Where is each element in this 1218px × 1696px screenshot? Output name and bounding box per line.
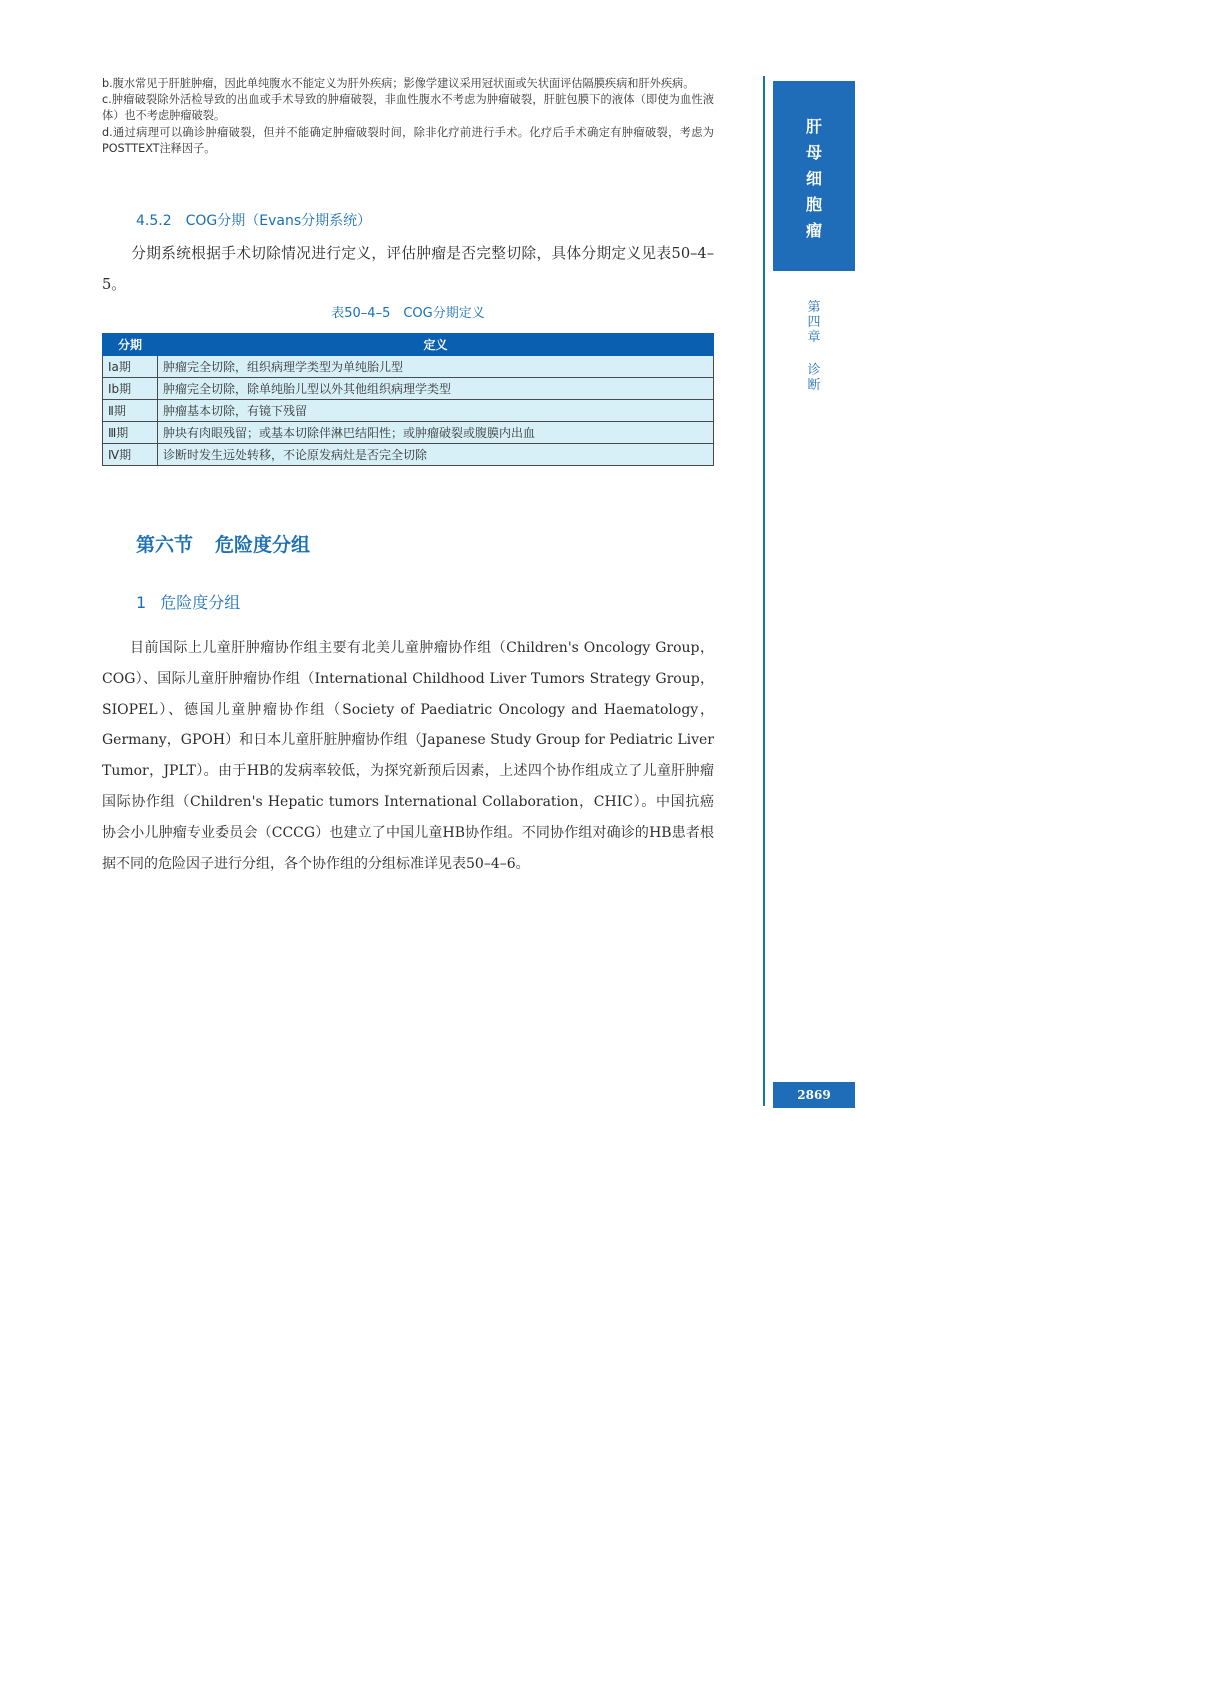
side-tab-char: 肝 xyxy=(805,117,822,136)
footnote-c: c.肿瘤破裂除外活检导致的出血或手术导致的肿瘤破裂，非血性腹水不考虑为肿瘤破裂，肝脏包膜下的液体（即使为血性液体）也不考虑肿瘤破裂。 xyxy=(102,93,714,123)
section-number: 第六节 xyxy=(136,534,194,556)
chapter-char: 诊 xyxy=(807,363,821,378)
side-tab-char: 母 xyxy=(805,143,822,162)
cog-staging-table xyxy=(102,333,714,466)
definition-cell: 肿瘤完全切除，除单纯胎儿型以外其他组织病理学类型 xyxy=(158,378,714,400)
side-tab-char: 细 xyxy=(805,169,822,188)
table-header-row xyxy=(103,334,714,356)
definition-cell: 肿块有肉眼残留；或基本切除伴淋巴结阳性；或肿瘤破裂或腹膜内出血 xyxy=(158,422,714,444)
definition-cell: 肿瘤基本切除，有镜下残留 xyxy=(158,400,714,422)
subsection-title xyxy=(136,590,254,613)
section-title xyxy=(136,530,332,557)
table-row xyxy=(103,356,714,378)
table-caption: 表50–4–5 COG分期定义 xyxy=(331,306,485,321)
page-number: 2869 xyxy=(773,1082,855,1108)
chapter-char: 第 xyxy=(807,300,821,315)
stage-cell: Ⅲ期 xyxy=(103,422,158,444)
definition-cell: 肿瘤完全切除，组织病理学类型为单纯胎儿型 xyxy=(158,356,714,378)
chapter-char: 四 xyxy=(807,315,821,330)
stage-cell: Ⅰb期 xyxy=(103,378,158,400)
stage-cell: Ⅱ期 xyxy=(103,400,158,422)
table-row xyxy=(103,422,714,444)
table-row xyxy=(103,444,714,466)
chapter-char: 章 xyxy=(807,330,821,345)
subsection-name: 危险度分组 xyxy=(160,593,241,612)
side-tab-char: 胞 xyxy=(805,195,822,214)
subsection-heading-cog: 4.5.2 COG分期（Evans分期系统） xyxy=(136,213,372,229)
margin-rule xyxy=(763,76,765,1106)
stage-cell: Ⅰa期 xyxy=(103,356,158,378)
footnote-d: d.通过病理可以确诊肿瘤破裂，但并不能确定肿瘤破裂时间，除非化疗前进行手术。化疗后手术确定有肿瘤破裂，考虑为POSTTEXT注释因子。 xyxy=(102,125,714,155)
section-name: 危险度分组 xyxy=(215,534,311,556)
definition-cell: 诊断时发生远处转移，不论原发病灶是否完全切除 xyxy=(158,444,714,466)
side-tab-char: 瘤 xyxy=(805,221,822,240)
header-stage: 分期 xyxy=(103,334,158,356)
header-definition: 定义 xyxy=(158,334,714,356)
table-row xyxy=(103,400,714,422)
footnote-b: b.腹水常见于肝脏肿瘤，因此单纯腹水不能定义为肝外疾病；影像学建议采用冠状面或矢状面评估隔膜疾病和肝外疾病。 xyxy=(102,77,695,90)
chapter-char: 断 xyxy=(807,378,821,393)
table-row xyxy=(103,378,714,400)
subsection-number: 1 xyxy=(136,593,147,612)
stage-cell: Ⅳ期 xyxy=(103,444,158,466)
paragraph-cog-intro: 分期系统根据手术切除情况进行定义，评估肿瘤是否完整切除，具体分期定义见表50–4–5。 xyxy=(102,245,714,293)
paragraph-risk-groups: 目前国际上儿童肝肿瘤协作组主要有北美儿童肿瘤协作组（Children's Oncology Group，COG）、国际儿童肝肿瘤协作组（International Childhood Liver Tumors Strategy Group，SIOPEL）、德国儿童肿瘤协作组（Society of Paediatric Oncology and Haematology，Germany，GPOH）和日本儿童肝脏肿瘤协作组（Japanese Study Group for Pediatric Liver Tumor，JPLT）。由于HB的发病率较低，为探究新预后因素，上述四个协作组成立了儿童肝肿瘤国际协作组（Children's Hepatic tumors International Collaboration，CHIC）。中国抗癌协会小儿肿瘤专业委员会（CCCG）也建立了中国儿童HB协作组。不同协作组对确诊的HB患者根据不同的危险因子进行分组，各个协作组的分组标准详见表50–4–6。 xyxy=(102,640,714,872)
footnotes xyxy=(102,76,714,157)
chapter-side-tab xyxy=(773,81,855,271)
